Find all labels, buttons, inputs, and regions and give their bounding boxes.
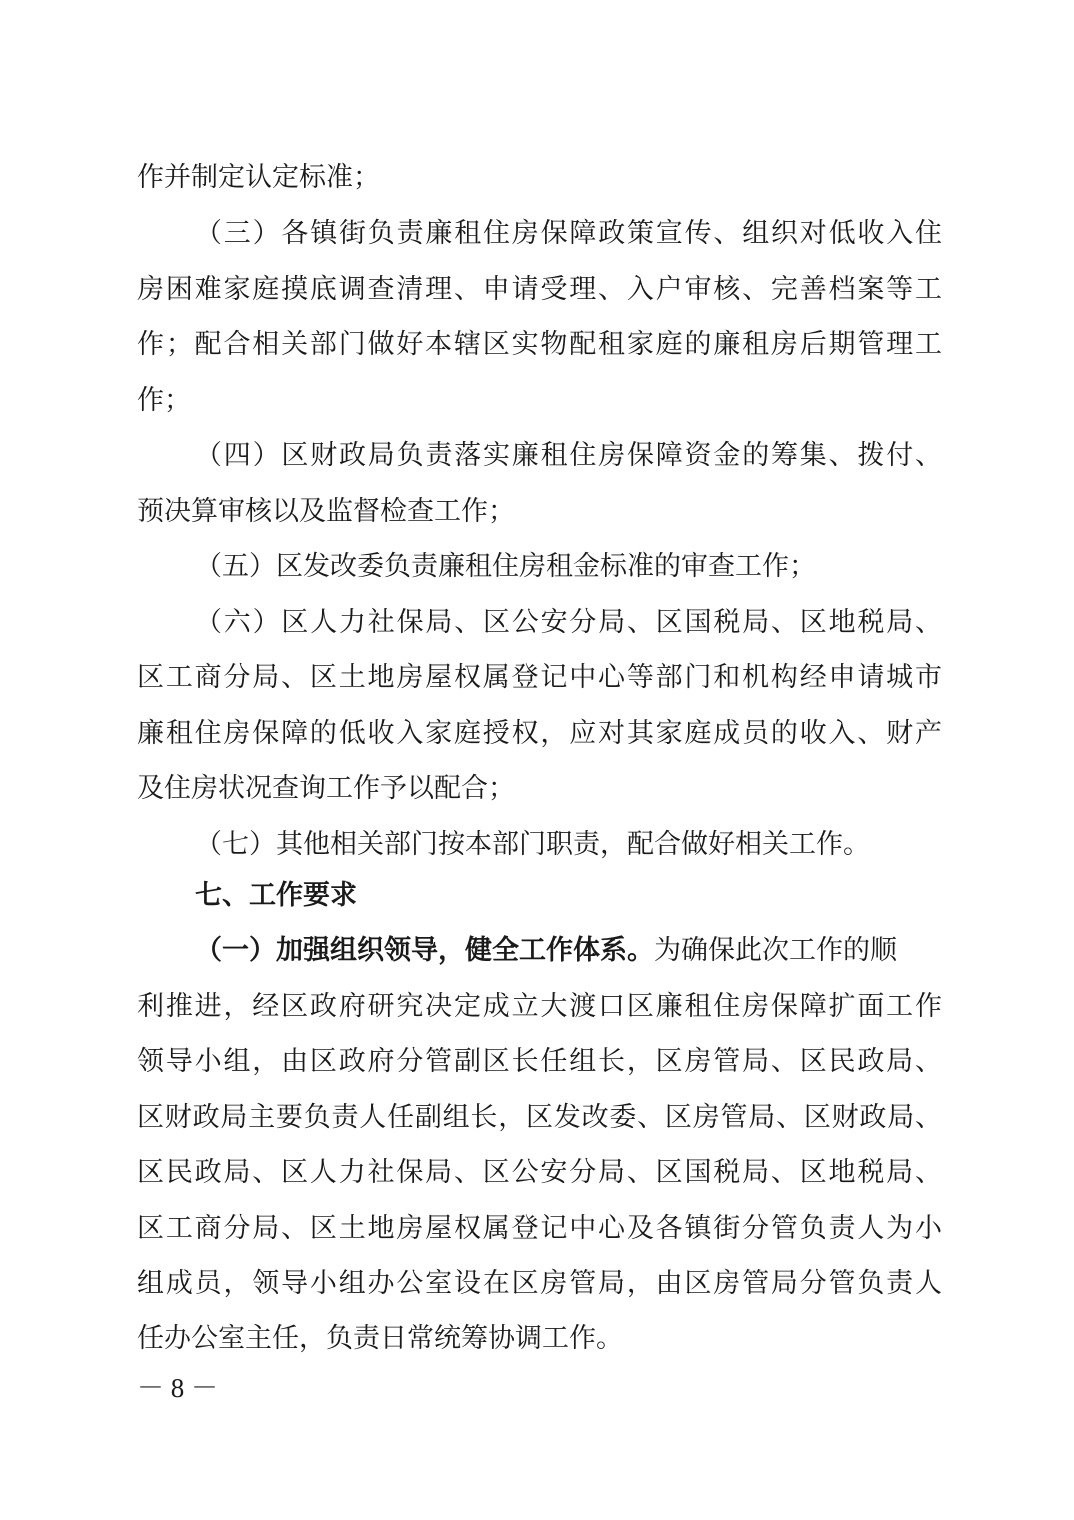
body-text-line: 区财政局主要负责人任副组长，区发改委、区房管局、区财政局、: [137, 1102, 942, 1133]
list-item-6-start: （六）区人力社保局、区公安分局、区国税局、区地税局、: [195, 607, 942, 638]
body-text-line: 及住房状况查询工作予以配合；: [137, 773, 515, 804]
body-text-line: 房困难家庭摸底调查清理、申请受理、入户审核、完善档案等工: [137, 274, 942, 305]
list-item-7: （七）其他相关部门按本部门职责，配合做好相关工作。: [195, 829, 870, 860]
body-text-inline: 为确保此次工作的顺: [654, 935, 897, 966]
body-text-line: 组成员，领导小组办公室设在区房管局，由区房管局分管负责人: [137, 1268, 942, 1299]
section-heading: 七、工作要求: [195, 880, 357, 911]
body-text-line: 作并制定认定标准；: [137, 162, 380, 193]
body-text-line: 利推进，经区政府研究决定成立大渡口区廉租住房保障扩面工作: [137, 991, 942, 1022]
body-text-line: 区工商分局、区土地房屋权属登记中心等部门和机构经申请城市: [137, 662, 942, 693]
subsection-line: [195, 931, 942, 971]
body-text-line: 廉租住房保障的低收入家庭授权，应对其家庭成员的收入、财产: [137, 718, 942, 749]
body-text-line: 区民政局、区人力社保局、区公安分局、区国税局、区地税局、: [137, 1157, 942, 1188]
body-text-line: 区工商分局、区土地房屋权属登记中心及各镇街分管负责人为小: [137, 1213, 942, 1244]
body-text-line: 预决算审核以及监督检查工作；: [137, 496, 515, 527]
body-text-line: 任办公室主任，负责日常统筹协调工作。: [137, 1323, 623, 1354]
body-text-line: 作；配合相关部门做好本辖区实物配租家庭的廉租房后期管理工: [137, 329, 942, 360]
subsection-heading: （一）加强组织领导，健全工作体系。: [195, 935, 654, 966]
page-number: － 8 －: [137, 1373, 218, 1403]
body-text-line: 作；: [137, 385, 191, 416]
body-text-line: 领导小组，由区政府分管副区长任组长，区房管局、区民政局、: [137, 1046, 942, 1077]
list-item-4-start: （四）区财政局负责落实廉租住房保障资金的筹集、拨付、: [195, 440, 942, 471]
list-item-3-start: （三）各镇街负责廉租住房保障政策宣传、组织对低收入住: [195, 218, 942, 249]
list-item-5: （五）区发改委负责廉租住房租金标准的审查工作；: [195, 551, 816, 582]
